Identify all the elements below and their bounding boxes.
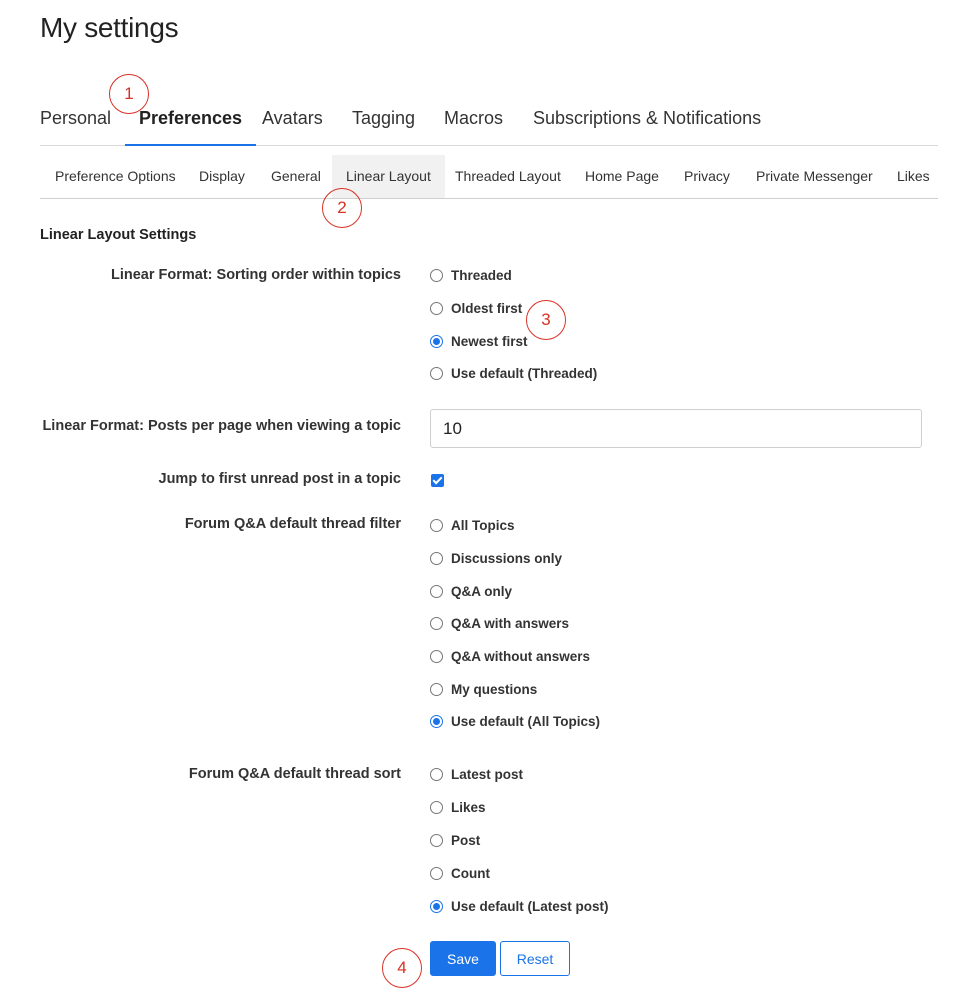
annotation-marker-2: 2 bbox=[322, 188, 362, 228]
subtab-preference-options[interactable]: Preference Options bbox=[55, 168, 176, 184]
radio-button[interactable] bbox=[430, 801, 443, 814]
page-title: My settings bbox=[40, 12, 179, 43]
option-label: Likes bbox=[451, 799, 486, 815]
thread-sort-label: Forum Q&A default thread sort bbox=[188, 766, 401, 782]
option-label: Use default (Latest post) bbox=[451, 898, 609, 914]
option-label: My questions bbox=[451, 681, 538, 697]
option-label: Use default (Threaded) bbox=[451, 365, 598, 381]
option-label: Discussions only bbox=[451, 550, 563, 566]
radio-button[interactable] bbox=[430, 585, 443, 598]
filter-option[interactable] bbox=[430, 581, 512, 601]
filter-option[interactable] bbox=[430, 646, 590, 666]
option-label: Use default (All Topics) bbox=[451, 713, 601, 729]
radio-button-selected[interactable] bbox=[430, 715, 443, 728]
option-label: Newest first bbox=[451, 333, 528, 349]
option-label: All Topics bbox=[451, 517, 515, 533]
radio-button-selected[interactable] bbox=[430, 900, 443, 913]
radio-button[interactable] bbox=[430, 650, 443, 663]
radio-button[interactable] bbox=[430, 552, 443, 565]
radio-button[interactable] bbox=[430, 768, 443, 781]
sorting-order-label: Linear Format: Sorting order within topics bbox=[110, 267, 401, 283]
sorting-option[interactable] bbox=[430, 331, 528, 351]
posts-per-page-label: Linear Format: Posts per page when viewing a topic bbox=[42, 418, 401, 434]
radio-button-selected[interactable] bbox=[430, 335, 443, 348]
radio-button[interactable] bbox=[430, 617, 443, 630]
tab-tagging[interactable]: Tagging bbox=[352, 108, 416, 128]
option-label: Q&A with answers bbox=[451, 615, 570, 631]
filter-option[interactable] bbox=[430, 515, 515, 535]
subtab-general[interactable]: General bbox=[271, 168, 321, 184]
radio-button[interactable] bbox=[430, 302, 443, 315]
option-label: Post bbox=[451, 832, 481, 848]
sorting-option[interactable] bbox=[430, 363, 597, 383]
annotation-marker-4: 4 bbox=[382, 948, 422, 988]
option-label: Q&A without answers bbox=[451, 648, 591, 664]
subtab-home-page[interactable]: Home Page bbox=[585, 168, 659, 184]
annotation-marker-1: 1 bbox=[109, 74, 149, 114]
tab-avatars[interactable]: Avatars bbox=[262, 108, 323, 128]
tab-personal[interactable]: Personal bbox=[40, 108, 112, 128]
sort-option[interactable] bbox=[430, 896, 609, 916]
save-button[interactable]: Save bbox=[430, 941, 496, 976]
jump-unread-checkbox[interactable] bbox=[431, 474, 444, 487]
option-label: Q&A only bbox=[451, 583, 513, 599]
subtab-likes[interactable]: Likes bbox=[897, 168, 930, 184]
option-label: Latest post bbox=[451, 766, 524, 782]
annotation-marker-3: 3 bbox=[526, 300, 566, 340]
reset-button[interactable]: Reset bbox=[500, 941, 570, 976]
section-title: Linear Layout Settings bbox=[40, 227, 197, 243]
thread-filter-label: Forum Q&A default thread filter bbox=[184, 516, 401, 532]
sort-option[interactable] bbox=[430, 863, 490, 883]
subtab-display[interactable]: Display bbox=[199, 168, 245, 184]
sort-option[interactable] bbox=[430, 830, 480, 850]
tab-macros[interactable]: Macros bbox=[444, 108, 504, 128]
filter-option[interactable] bbox=[430, 711, 600, 731]
sorting-option[interactable] bbox=[430, 265, 512, 285]
option-label: Threaded bbox=[451, 267, 512, 283]
option-label: Oldest first bbox=[451, 300, 523, 316]
filter-option[interactable] bbox=[430, 613, 569, 633]
subtab-privacy[interactable]: Privacy bbox=[684, 168, 730, 184]
main-tab-bar bbox=[40, 96, 938, 146]
sort-option[interactable] bbox=[430, 764, 523, 784]
subtab-threaded-layout[interactable]: Threaded Layout bbox=[455, 168, 561, 184]
sort-option[interactable] bbox=[430, 797, 486, 817]
radio-button[interactable] bbox=[430, 367, 443, 380]
radio-button[interactable] bbox=[430, 834, 443, 847]
sub-tab-bar bbox=[40, 155, 938, 199]
radio-button[interactable] bbox=[430, 519, 443, 532]
radio-button[interactable] bbox=[430, 269, 443, 282]
jump-unread-label: Jump to first unread post in a topic bbox=[158, 471, 401, 487]
filter-option[interactable] bbox=[430, 548, 562, 568]
radio-button[interactable] bbox=[430, 683, 443, 696]
posts-per-page-input[interactable] bbox=[430, 409, 922, 448]
subtab-private-messenger[interactable]: Private Messenger bbox=[756, 168, 873, 184]
subtab-linear-layout[interactable]: Linear Layout bbox=[332, 155, 445, 198]
tab-subscriptions-notifications[interactable]: Subscriptions & Notifications bbox=[533, 108, 762, 128]
radio-button[interactable] bbox=[430, 867, 443, 880]
filter-option[interactable] bbox=[430, 679, 537, 699]
sorting-option[interactable] bbox=[430, 298, 522, 318]
tab-preferences[interactable]: Preferences bbox=[125, 108, 256, 146]
option-label: Count bbox=[451, 865, 490, 881]
